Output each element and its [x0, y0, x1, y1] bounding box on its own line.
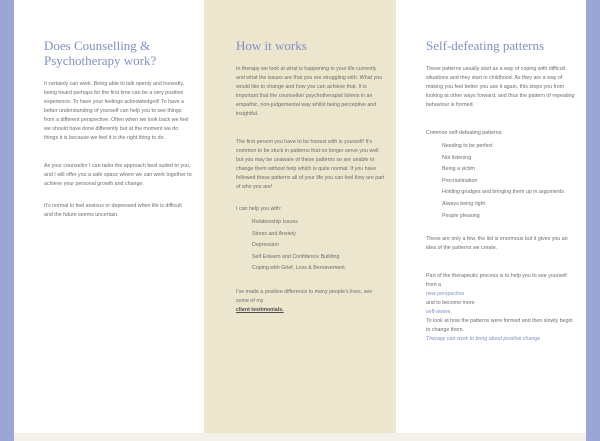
help-list	[236, 217, 386, 275]
process-text-start: Part of the therapeutic process is to help you to see yourself from a	[426, 273, 567, 288]
help-item: Stress and Anxiety	[252, 230, 296, 237]
pattern-item: Being a victim	[442, 166, 475, 172]
column-how-it-works	[204, 0, 396, 433]
pattern-item: Procrastination	[442, 177, 478, 184]
how-it-works-paragraph-1: In therapy we look at what is happening in your life currently and what the issues are that you are struggling with. What you would like to change and how you can achieve that. It is important that the counsellor/ psychotherapist listens in an empathic, non-judgemental way whilst being perceptive and insightful.	[236, 66, 383, 117]
help-item: Relationship Issues	[252, 219, 298, 225]
pattern-item: Always being right	[442, 201, 485, 207]
help-intro: I can help you with:	[236, 206, 282, 212]
testimonials-link[interactable]: client testimonials.	[236, 306, 284, 313]
heading-self-defeating: Self-defeating patterns	[426, 38, 545, 53]
footer-band	[14, 433, 586, 441]
testimonials-text: I've made a positive difference to many people's lives, see some of my	[236, 288, 373, 304]
self-defeating-paragraph-3	[426, 272, 578, 353]
how-it-works-paragraph-2: The first person you have to be honest with is yourself! It's common to be stuck in patterns that no longer serve you well but you may be unaware of these patterns so are unable to change them without help which is quite normal. If you have followed these patterns all of your life you can feel they are part of who you are!	[236, 139, 385, 190]
counselling-paragraph-1: It certainly can work. Being able to talk openly and honestly, being heard perhaps for the first time can be a very positive experience. To have your feelings acknowledged! To have a better understanding of yourself can help you to see things from a different perspective. Often when we look back we feel we should have done differently but at the moment we do things it is because we feel it is the right thing to do.	[44, 81, 189, 141]
heading-how-it-works: How it works	[236, 38, 307, 53]
patterns-list	[426, 141, 578, 222]
counselling-paragraph-2: As your counsellor I can tailor the approach best suited to you, and I will offer you a safe space where we can work together to achieve your personal growth and change.	[44, 163, 192, 187]
positive-change-link[interactable]: Therapy can work to bring about positive change	[426, 336, 541, 342]
heading-counselling: Does Counselling & Psychotherapy work?	[44, 38, 157, 68]
process-text-mid: and to become more	[426, 300, 475, 306]
self-defeating-paragraph-1: These patterns usually start as a way of coping with difficult situations and they start in childhood. As they are a way of making you feel better you use it again, this stops you from looking at other ways forward, and thus the pattern of repeating behaviour is formed.	[426, 66, 575, 108]
new-perspective-link[interactable]: new perspective	[426, 291, 465, 297]
brochure-page	[14, 0, 586, 433]
counselling-paragraph-3: It's normal to feel anxious or depressed when life is difficult and the future seems uncertain.	[44, 203, 182, 218]
column-counselling	[14, 0, 204, 433]
process-text-end: To look at how the patterns were formed and then slowly begin to change them.	[426, 318, 573, 333]
column-self-defeating	[396, 0, 586, 433]
pattern-item: People pleasing	[442, 212, 480, 219]
pattern-item: Needing to be perfect	[442, 143, 493, 149]
help-item: Coping with Grief, Loss & Bereavement.	[252, 265, 347, 271]
self-defeating-paragraph-2: These are only a few, the list is enormous but it gives you an idea of the patterns we create.	[426, 236, 568, 251]
help-item: Self Esteem and Confidence Building	[252, 253, 340, 260]
self-aware-link[interactable]: self-aware.	[426, 309, 452, 315]
patterns-intro: Common self-defeating patterns:	[426, 130, 503, 136]
help-item: Depression	[252, 242, 279, 248]
pattern-item: Not listening	[442, 154, 472, 161]
trailing-dot: .	[426, 345, 428, 351]
pattern-item: Holding grudges and bringing them up in arguments	[442, 189, 564, 195]
testimonials-paragraph	[236, 288, 386, 315]
